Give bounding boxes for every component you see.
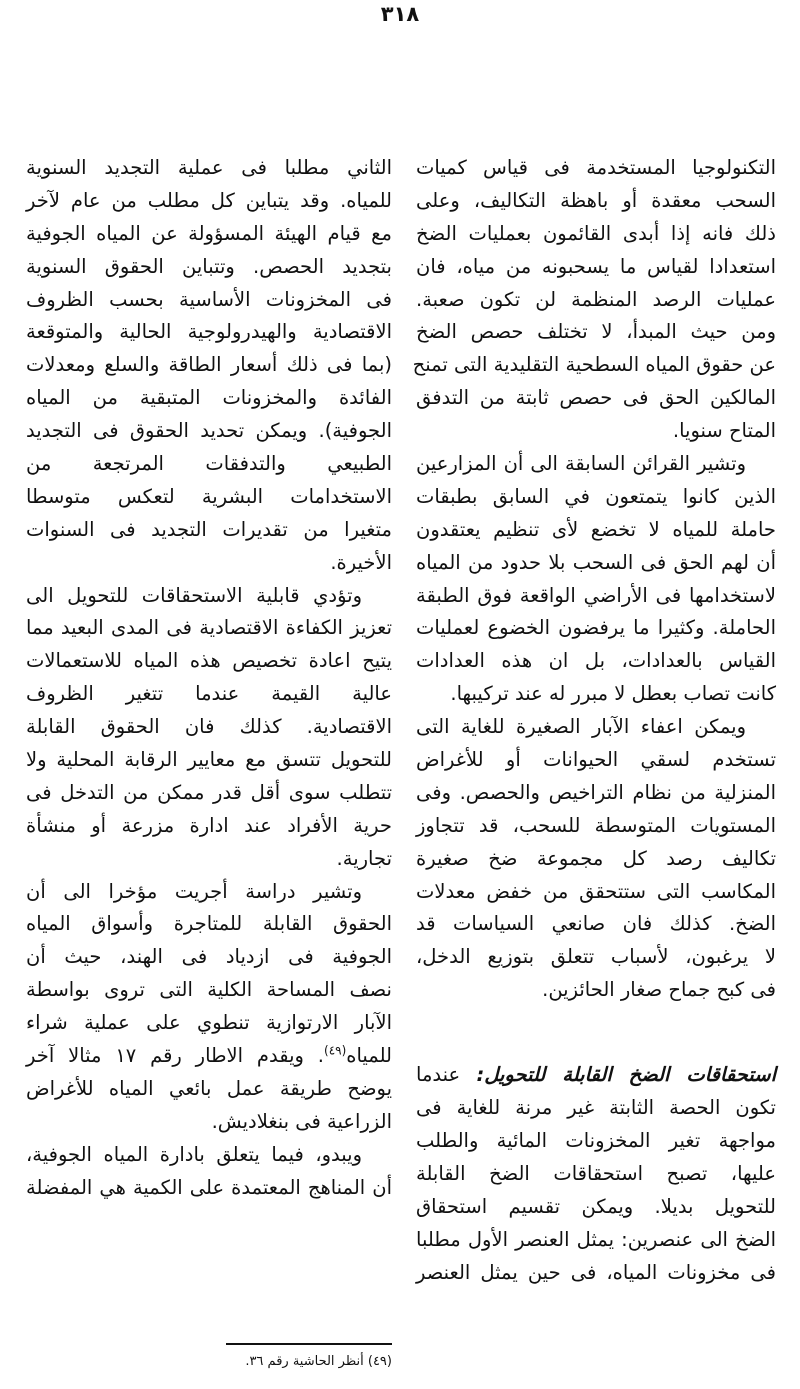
text-line: يتيح اعادة تخصيص هذه المياه للاستعمالات: [26, 649, 392, 673]
text-line: متغيرا من تقديرات التجديد فى السنوات: [26, 517, 392, 541]
text-line: مواجهة تغير المخزونات المائية والطلب: [416, 1128, 776, 1152]
text-line: مع قيام الهيئة المسؤولة عن المياه الجوفية: [26, 221, 392, 245]
text-line: التكنولوجيا المستخدمة فى قياس كميات: [416, 156, 776, 179]
text-line: القياس بالعدادات، بل ان هذه العدادات: [416, 649, 776, 673]
text-line: تتطلب سوى أقل قدر ممكن من التدخل فى: [26, 780, 392, 804]
text-line: لاستخدامها فى الأراضي الواقعة فوق الطبقة: [416, 583, 776, 607]
footnote: (٤٩) أنظر الحاشية رقم ٣٦.: [245, 1354, 392, 1369]
text-line: الحاملة. وكثيرا ما يرفضون الخضوع لعمليات: [416, 616, 776, 640]
text-line: الزراعية فى بنغلاديش.: [211, 1109, 392, 1133]
text-fragment: . ويقدم الاطار رقم ١٧ مثالا آخر: [26, 1044, 324, 1068]
text-line: الاقتصادية. كذلك فان الحقوق القابلة: [26, 715, 392, 739]
text-line: فى مخزونات المياه، فى حين يمثل العنصر: [416, 1260, 776, 1284]
footnote-reference: (٤٩): [324, 1043, 347, 1058]
text-line: (بما فى ذلك أسعار الطاقة والسلع ومعدلات: [26, 353, 392, 377]
left-column: [26, 152, 392, 1205]
text-line: أن المناهج المعتمدة على الكمية هي المفضلة: [26, 1175, 392, 1199]
text-line: الضخ. كذلك فان صانعي السياسات قد: [416, 912, 776, 936]
text-line: المالكين الحق فى حصص ثابتة من التدفق: [416, 386, 776, 410]
text-line: عليها، تصبح استحقاقات الضخ القابلة: [416, 1161, 776, 1185]
text-line: الجوفية). ويمكن تحديد الحقوق فى التجديد: [26, 419, 392, 443]
text-line: تكون الحصة الثابتة غير مرنة للغاية فى: [416, 1096, 776, 1120]
text-line: الذين كانوا يتمتعون في السابق بطبقات: [416, 484, 776, 508]
text-line: الآبار الارتوازية تنطوي على عملية شراء: [26, 1011, 392, 1035]
text-line: ويمكن اعفاء الآبار الصغيرة للغاية التى: [416, 715, 746, 739]
paragraph: [416, 448, 776, 711]
text-line: الثاني مطلبا فى عملية التجديد السنوية: [26, 156, 392, 179]
text-line: يوضح طريقة عمل بائعي المياه للأغراض: [26, 1076, 392, 1100]
section-transferable-pumping-rights: [416, 1059, 776, 1289]
text-line: ويبدو، فيما يتعلق بادارة المياه الجوفية،: [26, 1142, 362, 1166]
paragraph: [416, 711, 776, 1007]
text-line: عالية القيمة عندما تتغير الظروف: [26, 682, 392, 706]
text-line: تعزيز الكفاءة الاقتصادية فى المدى البعيد مما: [26, 616, 392, 640]
text-line: نصف المساحة الكلية التى تروى بواسطة: [26, 978, 392, 1002]
text-line: المستويات المتوسطة للسحب، قد تتجاوز: [416, 813, 776, 837]
text-line: للتحويل تتسق مع معايير الرقابة المحلية ولا: [26, 748, 392, 772]
text-line: الطبيعي والتدفقات المرتجعة من: [26, 452, 392, 476]
text-line: المنزلية من نظام التراخيص والحصص. وفى: [416, 780, 776, 804]
text-line: المتاح سنويا.: [672, 419, 776, 443]
text-fragment: للمياه: [346, 1044, 392, 1068]
section-heading: استحقاقات الضخ القابلة للتحويل:: [476, 1063, 776, 1087]
text-line: بتجديد الحصص. وتتباين الحقوق السنوية: [26, 254, 392, 278]
text-line: عن حقوق المياه السطحية التقليدية التى تمنح: [412, 353, 776, 377]
text-line: وتشير دراسة أجريت مؤخرا الى أن: [26, 879, 362, 903]
text-line: استعدادا لقياس ما يسحبونه من مياه، فان: [416, 254, 776, 278]
section-gap: [416, 1007, 776, 1059]
text-line: المكاسب التى ستتحقق من خفض معدلات: [416, 879, 776, 903]
text-line: تستخدم لسقي الحيوانات أو للأغراض: [416, 748, 776, 772]
text-line: الاقتصادية والهيدرولوجية الحالية والمتوقعة: [26, 320, 392, 344]
text-line: ذلك فانه إذا أبدى القائمون بعمليات الضخ: [416, 221, 776, 245]
paragraph: [26, 876, 392, 1139]
text-line: الاستخدامات البشرية لتعكس متوسطا: [26, 484, 392, 508]
section-first-line: [416, 1059, 776, 1092]
paragraph: [26, 580, 392, 876]
text-fragment: عندما: [416, 1063, 461, 1087]
text-line: لا يرغبون، لأسباب تتعلق بتوزيع الدخل،: [416, 945, 776, 969]
text-line: وتؤدي قابلية الاستحقاقات للتحويل الى: [26, 583, 362, 607]
text-line: الحقوق القابلة للمتاجرة وأسواق المياه: [26, 912, 392, 936]
text-line: تجارية.: [336, 846, 392, 870]
text-line: تكاليف رصد كل مجموعة ضخ صغيرة: [416, 846, 776, 870]
text-line: أن لهم الحق فى السحب بلا حدود من المياه: [416, 550, 776, 574]
right-column: [412, 152, 776, 1289]
text-line: حاملة للمياه لا تخضع لأى تنظيم يعتقدون: [416, 517, 776, 541]
text-line: للتحويل بديلا. ويمكن تقسيم استحقاق: [416, 1194, 776, 1218]
text-line-with-footnote-ref: [26, 1040, 392, 1073]
text-line: وتشير القرائن السابقة الى أن المزارعين: [416, 452, 746, 476]
text-line: السحب معقدة أو باهظة التكاليف، وعلى: [416, 188, 776, 212]
text-line: الأخيرة.: [330, 550, 392, 574]
paragraph: [26, 1139, 392, 1205]
text-line: فى كبح جماح صغار الحائزين.: [542, 978, 776, 1002]
text-line: الجوفية فى ازدياد فى الهند، حيث أن: [26, 945, 392, 969]
text-line: حرية الأفراد عند ادارة مزرعة أو منشأة: [26, 813, 392, 837]
text-line: ومن حيث المبدأ، لا تختلف حصص الضخ: [416, 320, 776, 344]
text-line: فى المخزونات الأساسية بحسب الظروف: [26, 287, 392, 311]
text-line: عمليات الرصد المنظمة لن تكون صعبة.: [416, 287, 776, 311]
paragraph: [26, 152, 392, 580]
paragraph: [412, 152, 776, 448]
text-line: للمياه. وقد يتباين كل مطلب من عام لآخر: [26, 188, 392, 212]
text-line: كانت تصاب بعطل لا مبرر له عند تركيبها.: [450, 682, 776, 706]
text-line: الضخ الى عنصرين: يمثل العنصر الأول مطلبا: [416, 1227, 776, 1251]
page-number: ٣١٨: [380, 2, 420, 26]
footnote-divider: [226, 1343, 392, 1345]
text-line: الفائدة والمخزونات المتبقية من المياه: [26, 386, 392, 410]
